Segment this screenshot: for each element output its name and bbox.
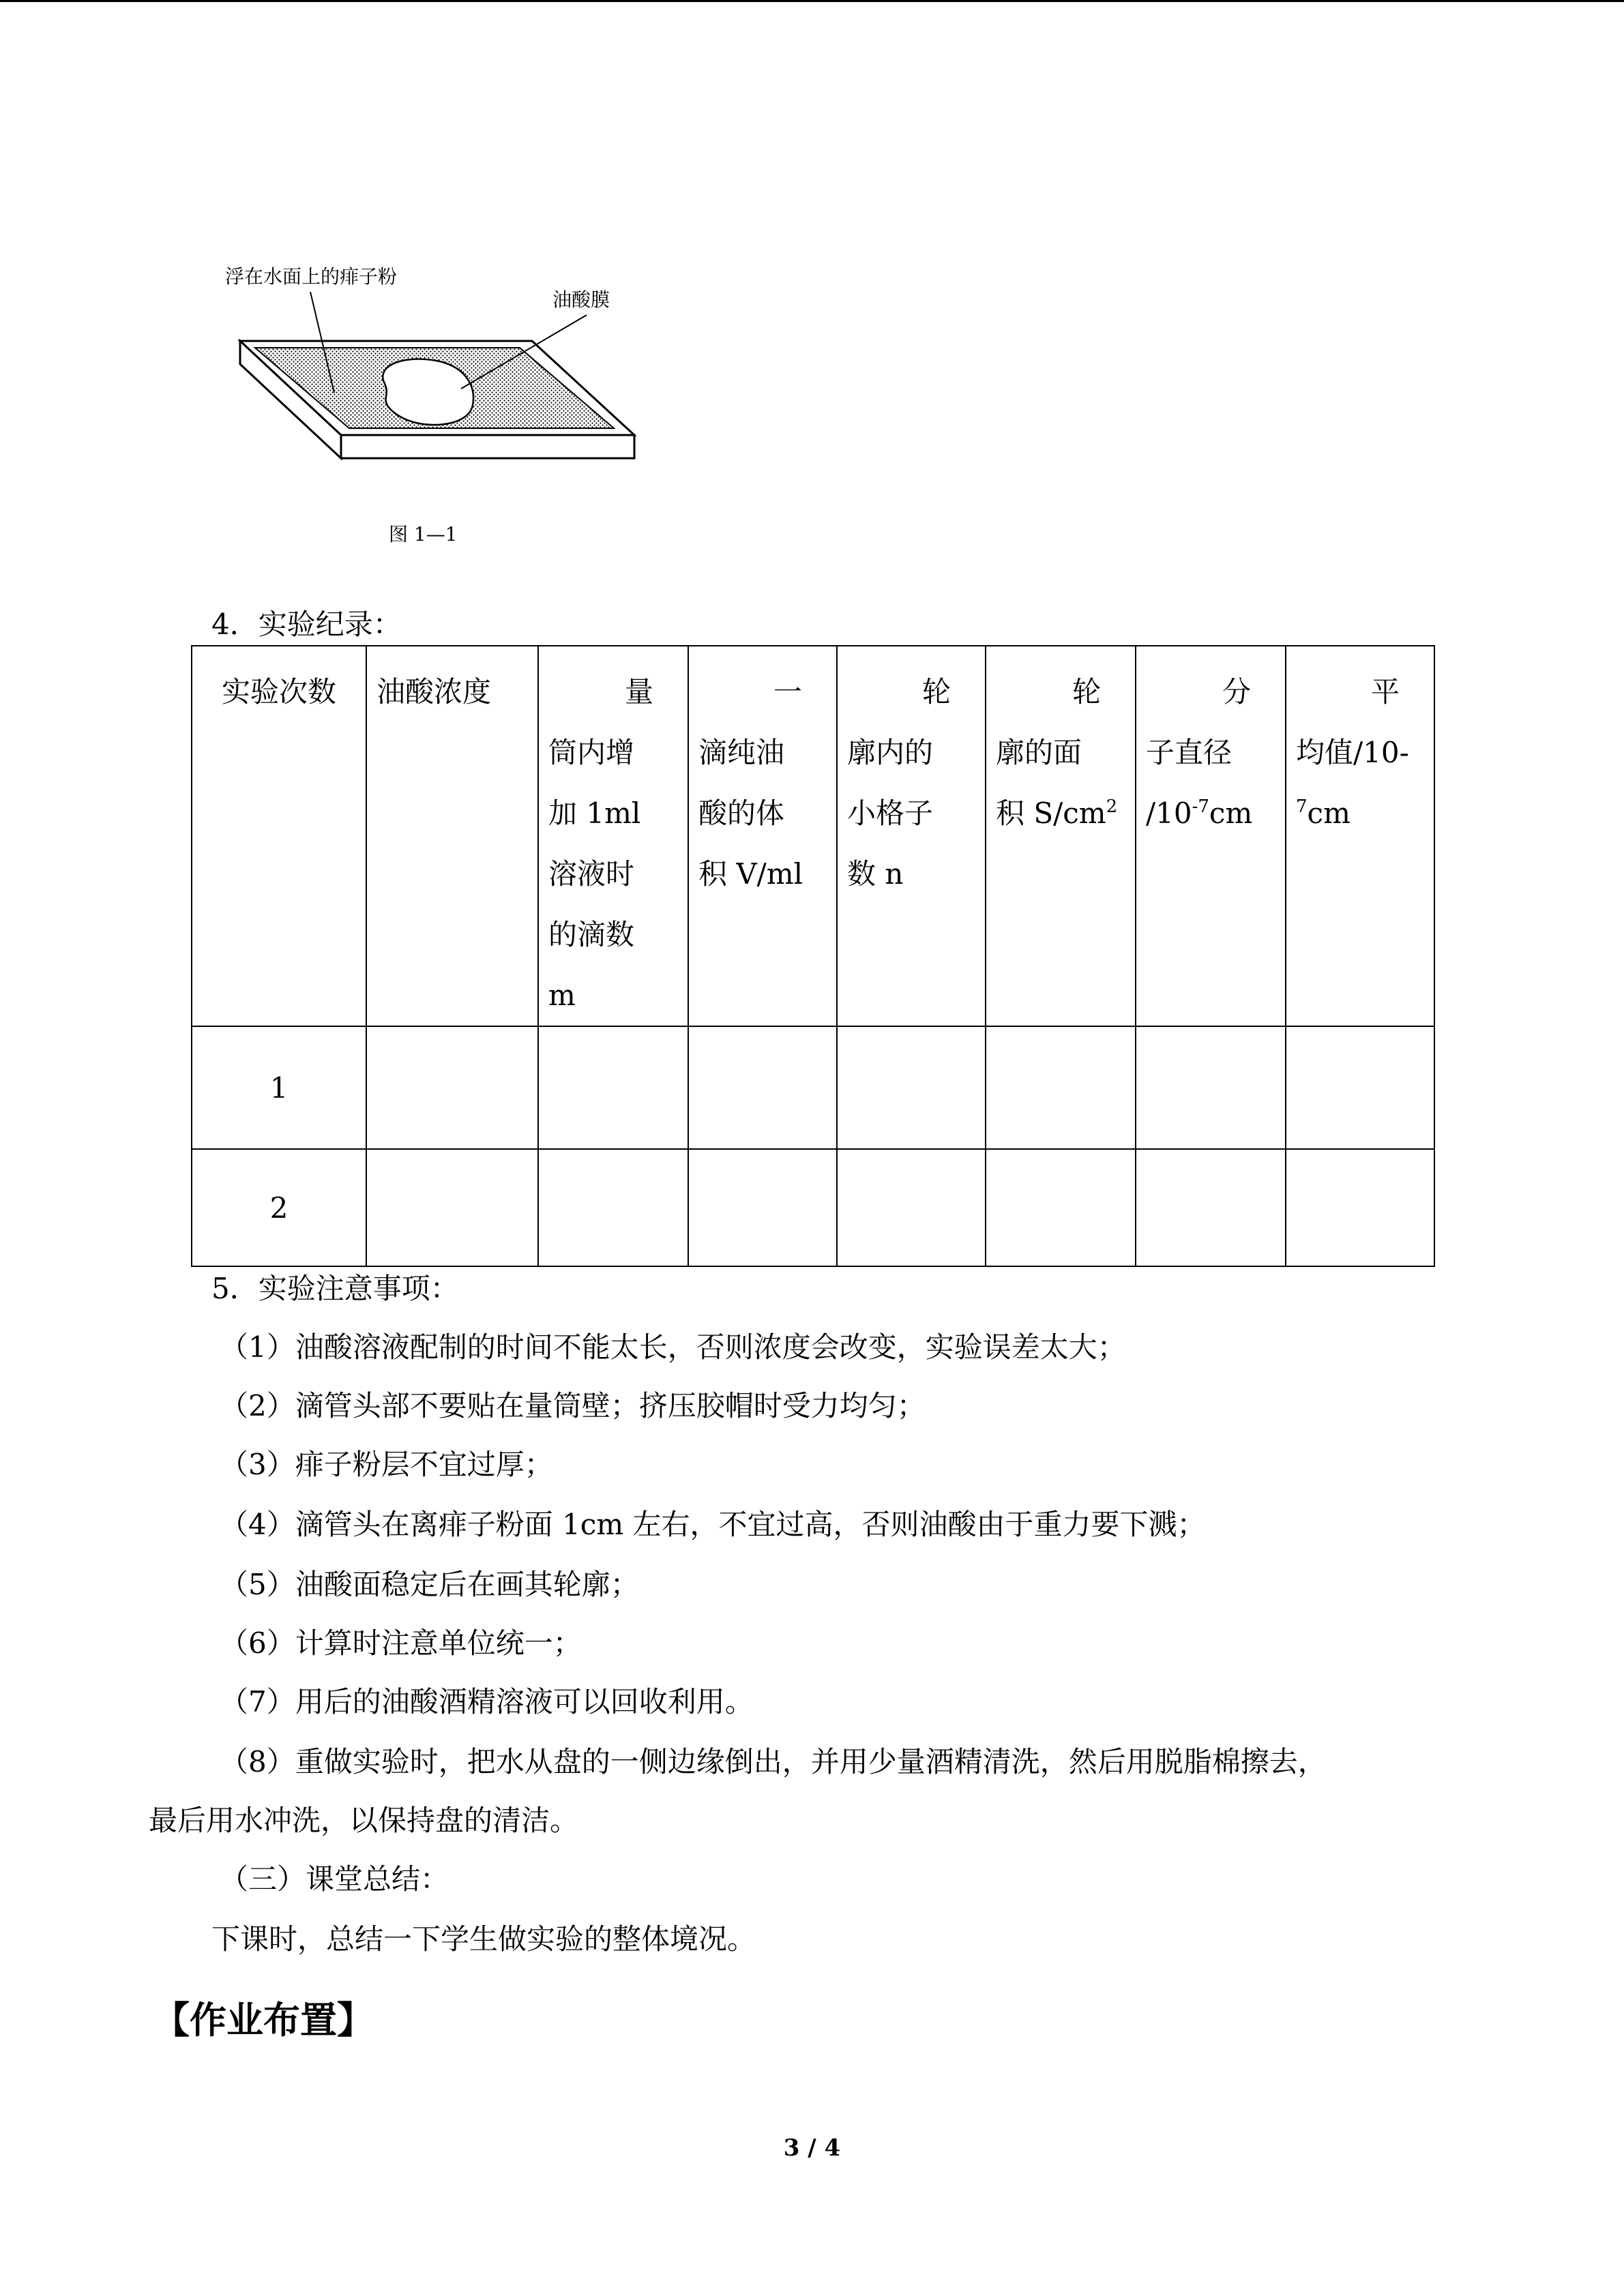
note-item-3: （3）痱子粉层不宜过厚； (220, 1448, 553, 1481)
note-item-5: （5）油酸面稳定后在画其轮廓； (220, 1568, 639, 1601)
section-4-title: 4．实验纪录： (211, 608, 402, 641)
table-cell (538, 1149, 688, 1266)
summary-title: （三）课堂总结： (220, 1862, 449, 1896)
table-cell (688, 1026, 837, 1149)
note-item-6: （6）计算时注意单位统一； (220, 1626, 582, 1660)
header-drop-volume: 一 滴纯油 酸的体 积 V/ml (688, 646, 837, 1026)
experiment-record-table (191, 645, 1435, 1267)
table-cell (986, 1026, 1136, 1149)
summary-text: 下课时，总结一下学生做实验的整体境况。 (211, 1922, 756, 1956)
header-trial-number: 实验次数 (192, 646, 366, 1026)
note-item-7: （7）用后的油酸酒精溶液可以回收利用。 (220, 1685, 754, 1718)
table-cell (1286, 1149, 1434, 1266)
figure-oil-film-tray (205, 252, 682, 552)
table-header-row (192, 646, 1434, 1026)
figure-label-powder: 浮在水面上的痱子粉 (225, 265, 398, 288)
note-item-2: （2）滴管头部不要贴在量筒壁；挤压胶帽时受力均匀； (220, 1389, 926, 1422)
header-average: 平 均值/10- $^7$cm (1286, 646, 1434, 1026)
tray-front-wall (341, 435, 634, 458)
note-item-1: （1）油酸溶液配制的时间不能太长，否则浓度会改变，实验误差太大； (220, 1330, 1126, 1364)
homework-heading: 【作业布置】 (153, 1999, 374, 2042)
note-item-4: （4）滴管头在离痱子粉面 1cm 左右，不宜过高，否则油酸由于重力要下溅； (220, 1508, 1206, 1541)
table-cell (1136, 1026, 1286, 1149)
figure-caption: 图 1—1 (389, 523, 458, 546)
row-index-2: 2 (192, 1149, 366, 1266)
header-drops-per-ml: 量 筒内增 加 1ml 溶液时 的滴数 m (538, 646, 688, 1026)
table-cell (538, 1026, 688, 1149)
table-cell (837, 1149, 986, 1266)
row-index-1: 1 (192, 1026, 366, 1149)
table-row (192, 1149, 1434, 1266)
header-grid-count: 轮 廓内的 小格子 数 n (837, 646, 986, 1026)
note-item-8: （8）重做实验时，把水从盘的一侧边缘倒出，并用少量酒精清洗，然后用脱脂棉擦去， (220, 1745, 1327, 1778)
header-contour-area: 轮 廓的面 积 $S/cm^2$ (986, 646, 1136, 1026)
table-cell (688, 1149, 837, 1266)
table-row (192, 1026, 1434, 1149)
tray-illustration (205, 252, 682, 552)
table-cell (366, 1149, 538, 1266)
section-5-title: 5．实验注意事项： (211, 1272, 459, 1305)
figure-label-oil-film: 油酸膜 (552, 288, 610, 311)
header-oleic-concentration: 油酸浓度 (366, 646, 538, 1026)
table-cell (1136, 1149, 1286, 1266)
top-border-line (0, 0, 1624, 2)
table-cell (986, 1149, 1136, 1266)
table-cell (837, 1026, 986, 1149)
page-number: 3 / 4 (783, 2134, 841, 2162)
header-molecule-diameter: 分 子直径 $/10^{-7}cm$ (1136, 646, 1286, 1026)
table-cell (366, 1026, 538, 1149)
table-cell (1286, 1026, 1434, 1149)
note-item-8-continuation: 最后用水冲洗，以保持盘的清洁。 (149, 1804, 579, 1837)
